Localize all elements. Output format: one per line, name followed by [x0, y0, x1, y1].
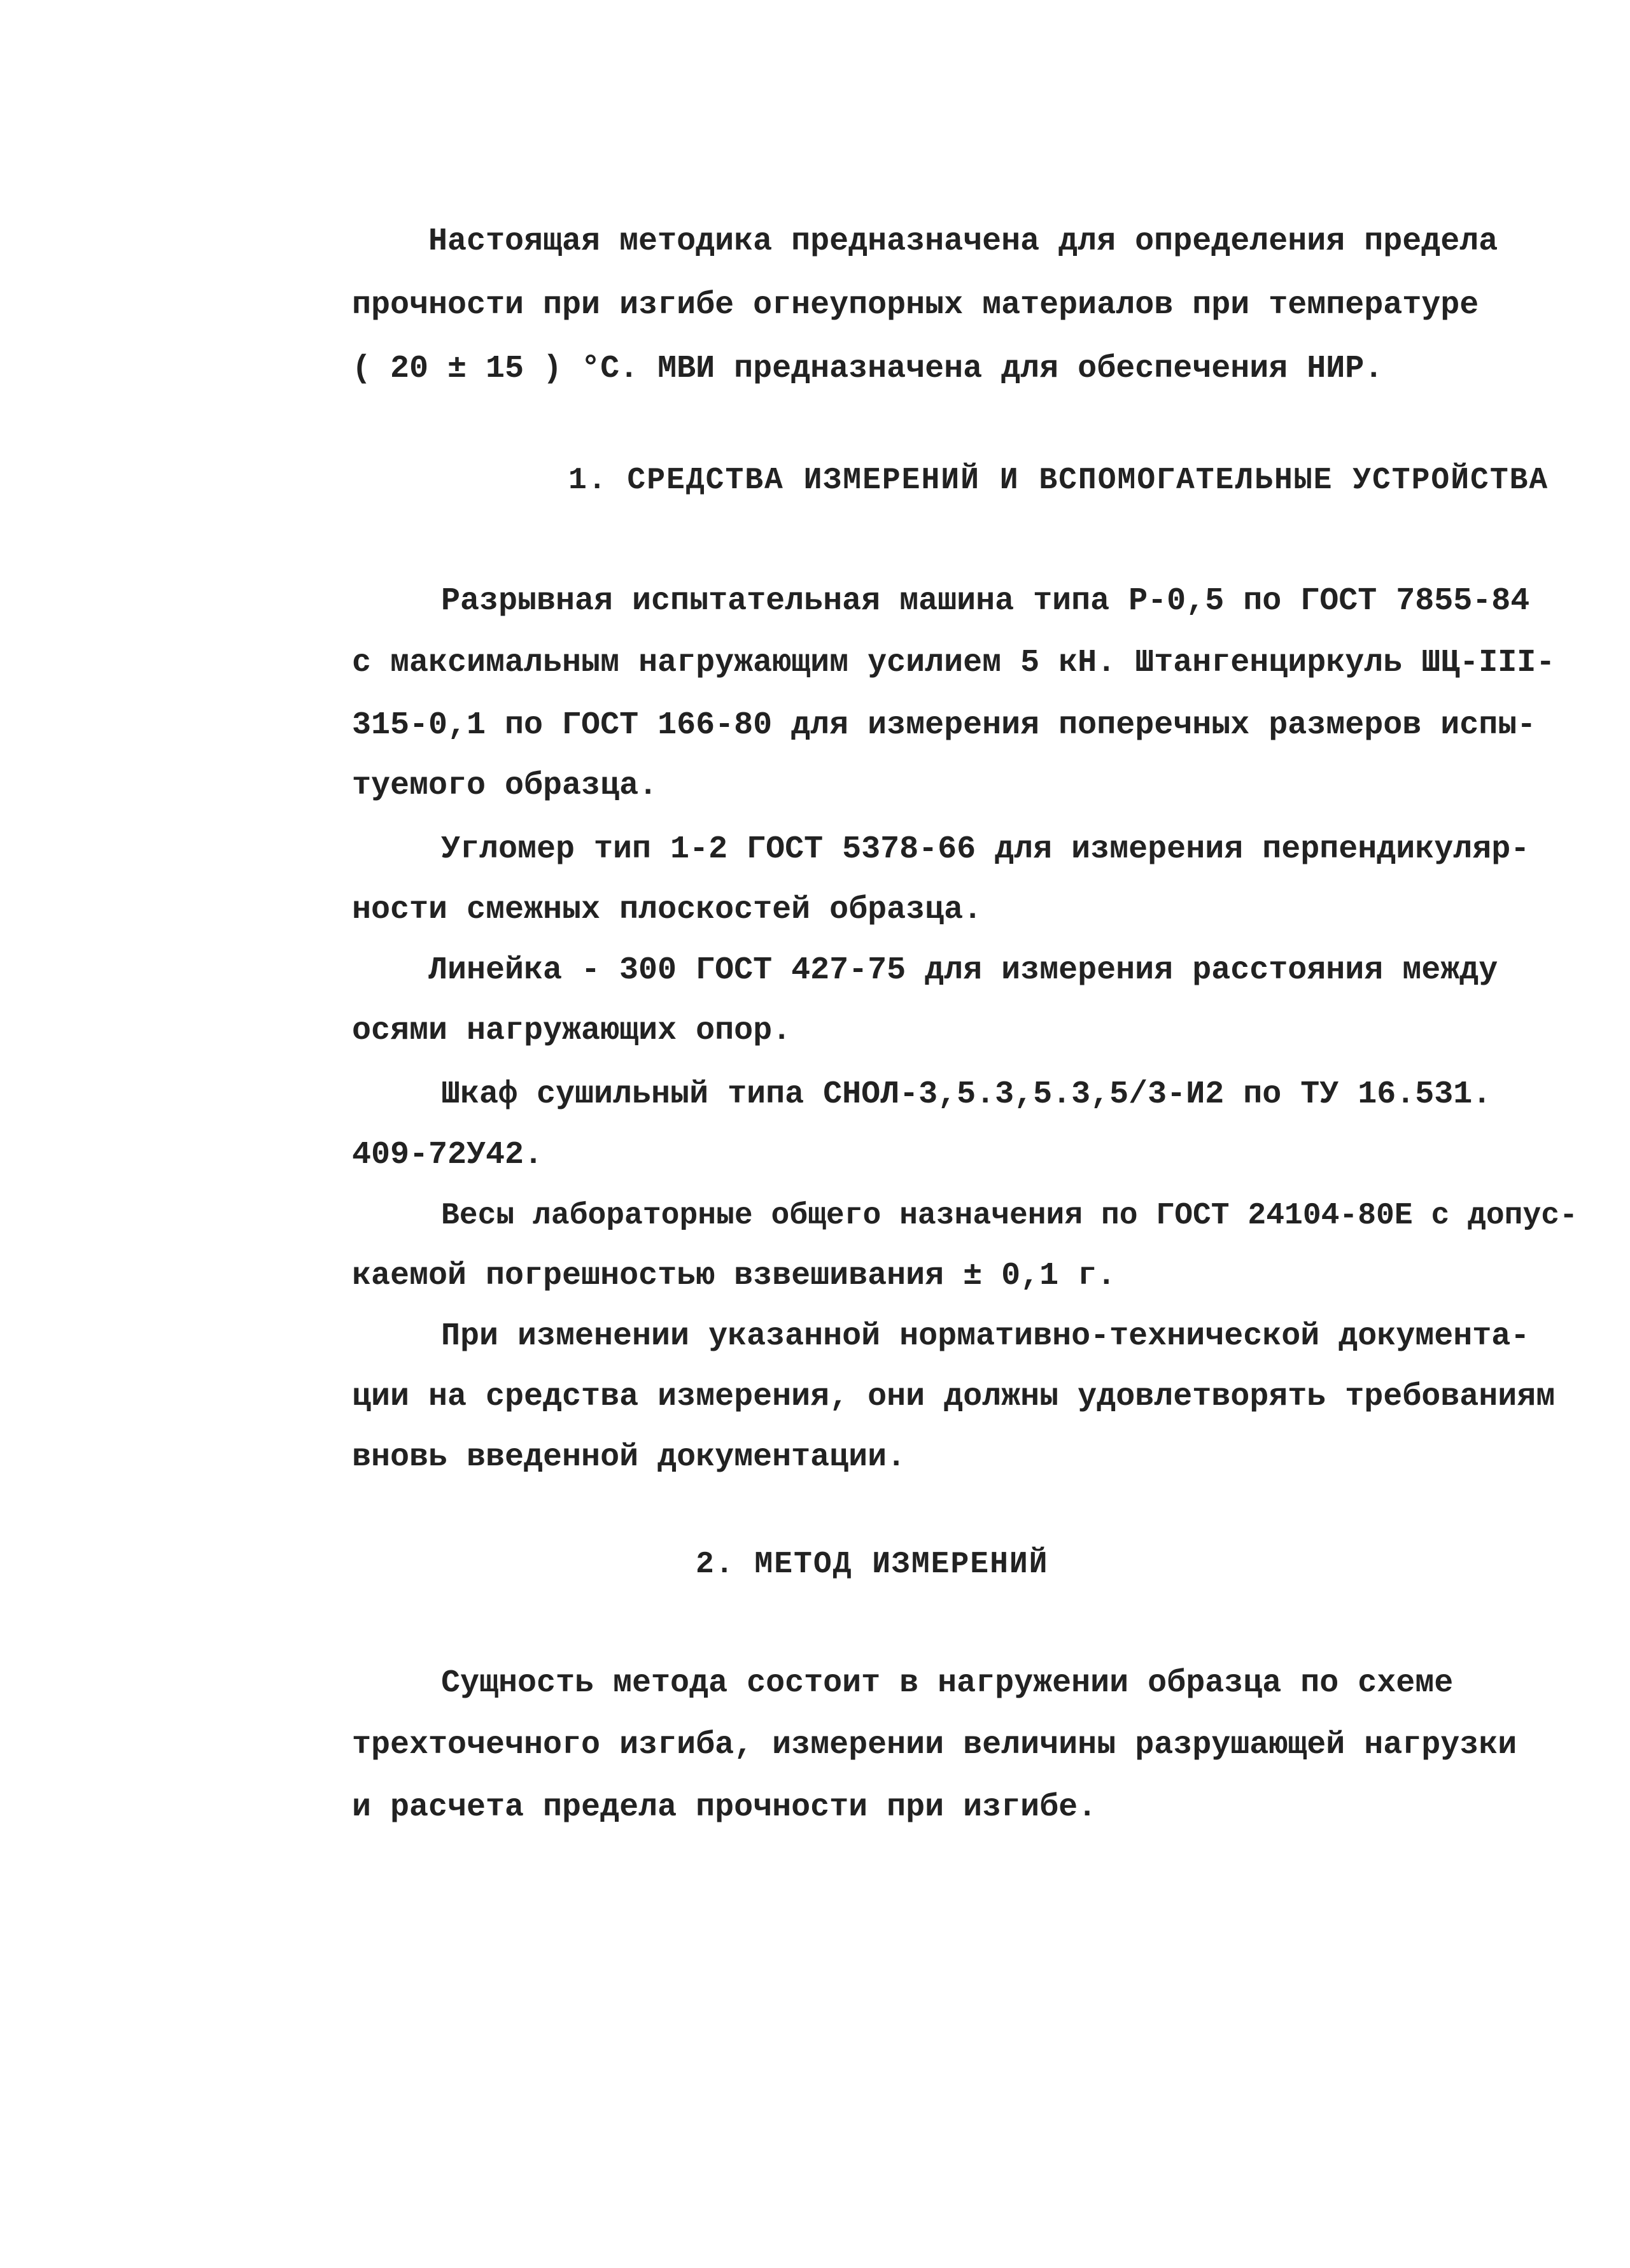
section-1-line-10: 409-72У42.: [352, 1137, 544, 1173]
section-1-line-5: Угломер тип 1-2 ГОСТ 5378-66 для измерения перпендикуляр-: [441, 831, 1530, 868]
section-1-line-3: 315-0,1 по ГОСТ 166-80 для измерения поперечных размеров испы-: [352, 707, 1536, 743]
section-1-line-14: ции на средства измерения, они должны удовлетворять требованиям: [352, 1379, 1556, 1415]
section-1-line-12: каемой погрешностью взвешивания ± 0,1 г.: [352, 1258, 1116, 1294]
section-1-line-11: Весы лабораторные общего назначения по ГОСТ 24104-80Е с допус-: [441, 1199, 1578, 1233]
section-2-line-1: Сущность метода состоит в нагружении образца по схеме: [441, 1665, 1454, 1701]
intro-line-2: прочности при изгибе огнеупорных материалов при температуре: [352, 287, 1479, 323]
section-1-line-7: Линейка - 300 ГОСТ 427-75 для измерения расстояния между: [428, 952, 1498, 989]
section-1-line-9: Шкаф сушильный типа СНОЛ-3,5.3,5.3,5/3-И2 по ТУ 16.531.: [441, 1076, 1492, 1113]
intro-line-1: Настоящая методика предназначена для определения предела: [428, 223, 1498, 260]
section-2-line-2: трехточечного изгиба, измерении величины разрушающей нагрузки: [352, 1727, 1517, 1763]
section-2-heading: 2. МЕТОД ИЗМЕРЕНИЙ: [696, 1547, 1049, 1582]
section-1-line-1: Разрывная испытательная машина типа Р-0,5 по ГОСТ 7855-84: [441, 583, 1530, 619]
intro-line-3: ( 20 ± 15 ) °С. МВИ предназначена для обеспечения НИР.: [352, 351, 1384, 387]
section-1-line-4: туемого образца.: [352, 768, 658, 804]
section-1-heading: 1. СРЕДСТВА ИЗМЕРЕНИЙ И ВСПОМОГАТЕЛЬНЫЕ УСТРОЙСТВА: [568, 463, 1549, 498]
section-2-line-3: и расчета предела прочности при изгибе.: [352, 1789, 1097, 1826]
section-1-line-2: с максимальным нагружающим усилием 5 кН. Штангенциркуль ШЦ-III-: [352, 645, 1556, 681]
section-1-line-13: При изменении указанной нормативно-технической документа-: [441, 1318, 1530, 1355]
section-1-line-15: вновь введенной документации.: [352, 1439, 906, 1476]
section-1-line-8: осями нагружающих опор.: [352, 1013, 792, 1049]
section-1-line-6: ности смежных плоскостей образца.: [352, 892, 983, 928]
